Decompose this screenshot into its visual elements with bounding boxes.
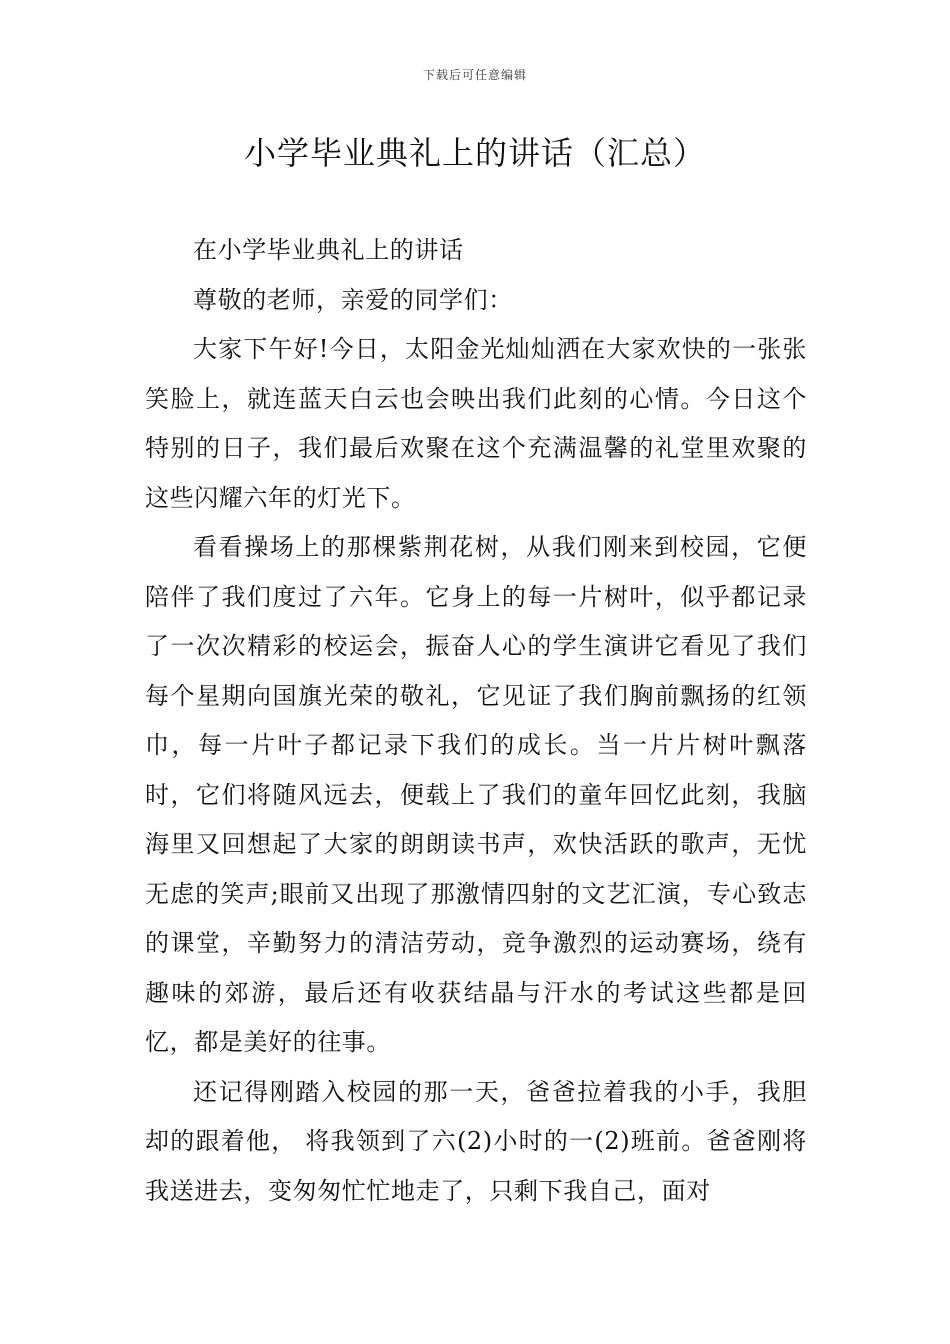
paragraph-salutation: 尊敬的老师，亲爱的同学们： [193, 285, 513, 314]
header-note: 下载后可任意编辑 [422, 68, 527, 82]
paragraph: 大家下午好!今日，太阳金光灿灿洒在大家欢快的一张张笑脸上，就连蓝天白云也会映出我们此刻的心情。今日这个特别的日子，我们最后欢聚在这个充满温馨的礼堂里欢聚的这些闪耀六年的灯光下。 [145, 335, 807, 512]
paragraph-subtitle: 在小学毕业典礼上的讲话 [193, 236, 464, 264]
paragraph: 看看操场上的那棵紫荆花树，从我们刚来到校园，它便陪伴了我们度过了六年。它身上的每一片树叶，似乎都记录了一次次精彩的校运会，振奋人心的学生演讲它看见了我们每个星期向国旗光荣的敬礼，它见证了我们胸前飘扬的红领巾，每一片叶子都记录下我们的成长。当一片片树叶飘落时，它们将随风远去，便载上了我们的童年回忆此刻，我脑海里又回想起了大家的朗朗读书声，欢快活跃的歌声，无忧无虑的笑声;眼前又出现了那激情四射的文艺汇演，专心致志的课堂，辛勤努力的清洁劳动，竞争激烈的运动赛场，绕有趣味的郊游，最后还有收获结晶与汗水的考试这些都是回忆，都是美好的往事。 [145, 533, 807, 1056]
document-title: 小学毕业典礼上的讲话（汇总） [243, 134, 706, 172]
paragraph: 还记得刚踏入校园的那一天，爸爸拉着我的小手，我胆却的跟着他， 将我领到了六(2)小时的一(2)班前。爸爸刚将我送进去，变匆匆忙忙地走了，只剩下我自己，面对 [145, 1077, 807, 1205]
document-body [145, 226, 807, 1216]
